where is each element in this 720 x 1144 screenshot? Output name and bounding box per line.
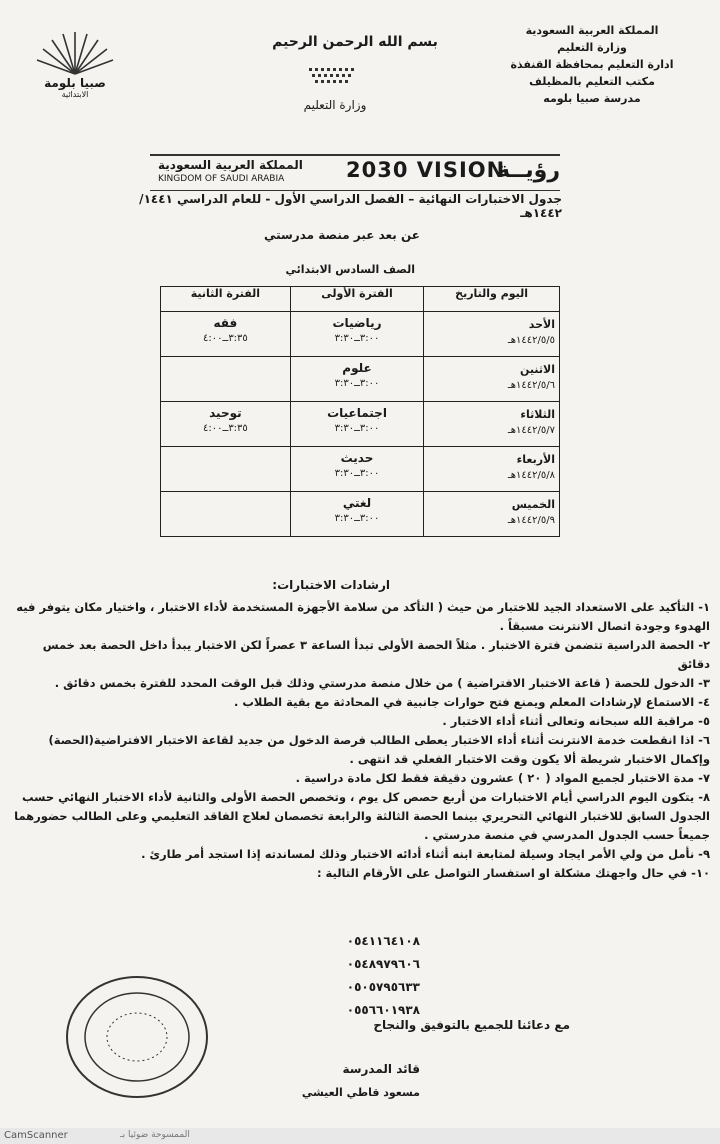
kingdom-arabic: المملكة العربية السعودية bbox=[158, 158, 303, 172]
period-1-cell bbox=[290, 447, 423, 492]
day-date: ١٤٤٢/٥/٨هـ bbox=[507, 470, 555, 481]
day-date: ١٤٤٢/٥/٥هـ bbox=[507, 335, 555, 346]
instruction-item: ٩- نأمل من ولي الأمر ايجاد وسيلة لمتابعة ابنه أثناء أدائه الاختبار وذلك لمساندته إذا استجد أمر طارئ . bbox=[141, 847, 710, 861]
subject: رياضيات bbox=[332, 316, 382, 330]
instruction-item: ٧- مدة الاختبار لجميع المواد ( ٢٠ ) عشرون دقيقة فقط لكل مادة دراسية . bbox=[295, 771, 710, 785]
vision-arabic: رؤيــة bbox=[497, 158, 560, 183]
day-date: ١٤٤٢/٥/٧هـ bbox=[507, 425, 555, 436]
time: ٣:٠٠ــ٣:٣٠ bbox=[334, 513, 380, 524]
phone-number: ٠٥٥٦٦٠١٩٣٨ bbox=[346, 1003, 420, 1017]
time: ٣:٠٠ــ٣:٣٠ bbox=[334, 468, 380, 479]
day-name: الثلاثاء bbox=[520, 408, 555, 421]
day-name: الخميس bbox=[511, 498, 555, 511]
header-period-2: الفترة الثانية bbox=[161, 287, 291, 312]
instruction-item: ٥- مراقبة الله سبحانه وتعالى أثناء أداء الاختبار . bbox=[442, 714, 710, 728]
day-name: الاثنين bbox=[520, 363, 555, 376]
day-cell bbox=[424, 492, 560, 537]
day-date: ١٤٤٢/٥/٦هـ bbox=[507, 380, 555, 391]
instruction-item: ٣- الدخول للحصة ( قاعة الاختبار الافتراضية ) من خلال منصة مدرستي وذلك قبل الوقت المحدد للفترة بخمس دقائق . bbox=[54, 676, 710, 690]
phone-number: ٠٥٤١١٦٤١٠٨ bbox=[346, 934, 420, 948]
signature-role: قائد المدرسة bbox=[342, 1062, 420, 1076]
instruction-item: ١- التأكيد على الاستعداد الجيد للاختبار من حيث ( التأكد من سلامة الأجهزة المستخدمة لأداء الاختبار ، واختيار مكان يتوفر فيه الهدوء وجودة اتصال الانترنت مسبقاً . bbox=[16, 600, 710, 633]
phone-list bbox=[280, 930, 420, 1022]
instruction-item: ٤- الاستماع لإرشادات المعلم ويمنع فتح حوارات جانبية في المحادثة مع بقية الطلاب . bbox=[233, 695, 710, 709]
subject: علوم bbox=[342, 361, 372, 375]
header-period-1: الفترة الأولى bbox=[290, 287, 423, 312]
table-row bbox=[161, 402, 560, 447]
exam-schedule-table bbox=[160, 286, 560, 537]
time: ٣:٠٠ــ٣:٣٠ bbox=[334, 378, 380, 389]
day-cell bbox=[424, 447, 560, 492]
table-row bbox=[161, 357, 560, 402]
period-2-cell bbox=[161, 447, 291, 492]
day-name: الأربعاء bbox=[516, 453, 555, 466]
header-line-country: المملكة العربية السعودية bbox=[525, 24, 659, 37]
ministry-dots-icon bbox=[305, 66, 365, 88]
instruction-item: ٦- اذا انقطعت خدمة الانترنت أثناء أداء الاختبار يعطى الطالب فرصة الدخول من جديد لقاعة الاختبار الافتراضية(الحصة) وإكمال الاختبار شريطة ألا يكون وقت الاختبار الفعلي قد انتهى . bbox=[48, 733, 710, 766]
time: ٣:٣٥ــ٤:٠٠ bbox=[202, 423, 248, 434]
instructions-list bbox=[10, 598, 710, 883]
time: ٣:٠٠ــ٣:٣٠ bbox=[334, 333, 380, 344]
ministry-logo bbox=[280, 66, 390, 112]
period-2-cell bbox=[161, 357, 291, 402]
scanner-footer bbox=[0, 1128, 720, 1144]
period-2-cell bbox=[161, 312, 291, 357]
header-line-ministry: وزارة التعليم bbox=[557, 41, 627, 54]
subject: لغتي bbox=[342, 496, 372, 510]
period-1-cell bbox=[290, 402, 423, 447]
day-name: الأحد bbox=[528, 318, 555, 331]
logo-school-type: الابتدائية bbox=[61, 90, 89, 99]
day-date: ١٤٤٢/٥/٩هـ bbox=[507, 515, 555, 526]
period-2-cell bbox=[161, 402, 291, 447]
header-line-office: مكتب التعليم بالمظيلف bbox=[529, 75, 655, 88]
phone-number: ٠٥٠٥٧٩٥٦٣٣ bbox=[346, 980, 420, 994]
period-1-cell bbox=[290, 492, 423, 537]
day-cell bbox=[424, 402, 560, 447]
instruction-item: ١٠- في حال واجهتك مشكلة او استفسار التواصل على الأرقام التالية : bbox=[316, 866, 710, 880]
logo-school-name: صبيا بلومة bbox=[44, 76, 106, 90]
signature-name: مسعود قاطي العيشي bbox=[301, 1086, 420, 1099]
phone-number: ٠٥٤٨٩٧٩٦٠٦ bbox=[346, 957, 420, 971]
table-row bbox=[161, 492, 560, 537]
header-day: اليوم والتاريخ bbox=[424, 287, 560, 312]
school-stamp-icon bbox=[62, 972, 212, 1102]
header-line-admin: ادارة التعليم بمحافظة القنفذة bbox=[510, 58, 674, 71]
period-1-cell bbox=[290, 357, 423, 402]
grade-label: الصف السادس الابتدائي bbox=[285, 263, 415, 276]
instruction-item: ٨- يتكون اليوم الدراسي أيام الاختبارات من أربع حصص كل يوم ، وتخصص الحصة الأولى والثانية لأداء الاختبار النهائي حسب الجدول السابق للاختبار النهائي التحريري بينما الحصة الثالثة والرابعة تخصصان لعلاج الفاقد التعليمي وعلى الطالب حضورهما جميعاً حسب الجدول المدرسي في منصة مدرستي . bbox=[14, 790, 710, 842]
document-subtitle: عن بعد عبر منصة مدرستي bbox=[263, 228, 420, 242]
ministry-name: وزارة التعليم bbox=[303, 98, 367, 112]
closing-wish: مع دعائنا للجميع بالتوفيق والنجاح bbox=[373, 1018, 570, 1032]
kingdom-english: KINGDOM OF SAUDI ARABIA bbox=[158, 174, 285, 184]
subject: فقه bbox=[213, 316, 238, 330]
instructions-title: ارشادات الاختبارات: bbox=[272, 578, 390, 592]
day-cell bbox=[424, 312, 560, 357]
period-1-cell bbox=[290, 312, 423, 357]
camscanner-label: CamScanner bbox=[4, 1130, 68, 1141]
subject: اجتماعيات bbox=[327, 406, 387, 420]
basmala: بسم الله الرحمن الرحيم bbox=[272, 34, 438, 50]
vision-english: 2030 VISION bbox=[346, 158, 506, 182]
scanned-by-label: الممسوحة ضوئيا بـ bbox=[120, 1130, 190, 1140]
subject: حديث bbox=[340, 451, 374, 465]
school-header bbox=[492, 22, 692, 107]
vision-banner bbox=[150, 154, 560, 191]
day-cell bbox=[424, 357, 560, 402]
subject: توحيد bbox=[209, 406, 242, 420]
table-header-row bbox=[161, 287, 560, 312]
header-line-school: مدرسة صبيا بلومه bbox=[543, 92, 641, 105]
school-logo bbox=[20, 28, 130, 106]
table-row bbox=[161, 447, 560, 492]
sunburst-icon bbox=[30, 28, 120, 76]
instruction-item: ٢- الحصة الدراسية تتضمن فترة الاختبار . مثلاً الحصة الأولى تبدأ الساعة ٣ عصراً لكن الاختبار يبدأ داخل الحصة بعد خمس دقائق bbox=[42, 638, 710, 671]
table-row bbox=[161, 312, 560, 357]
document-title: جدول الاختبارات النهائية – الفصل الدراسي الأول - للعام الدراسي ١٤٤١/ ١٤٤٢هـ bbox=[139, 192, 562, 220]
time: ٣:٠٠ــ٣:٣٠ bbox=[334, 423, 380, 434]
time: ٣:٣٥ــ٤:٠٠ bbox=[202, 333, 248, 344]
period-2-cell bbox=[161, 492, 291, 537]
